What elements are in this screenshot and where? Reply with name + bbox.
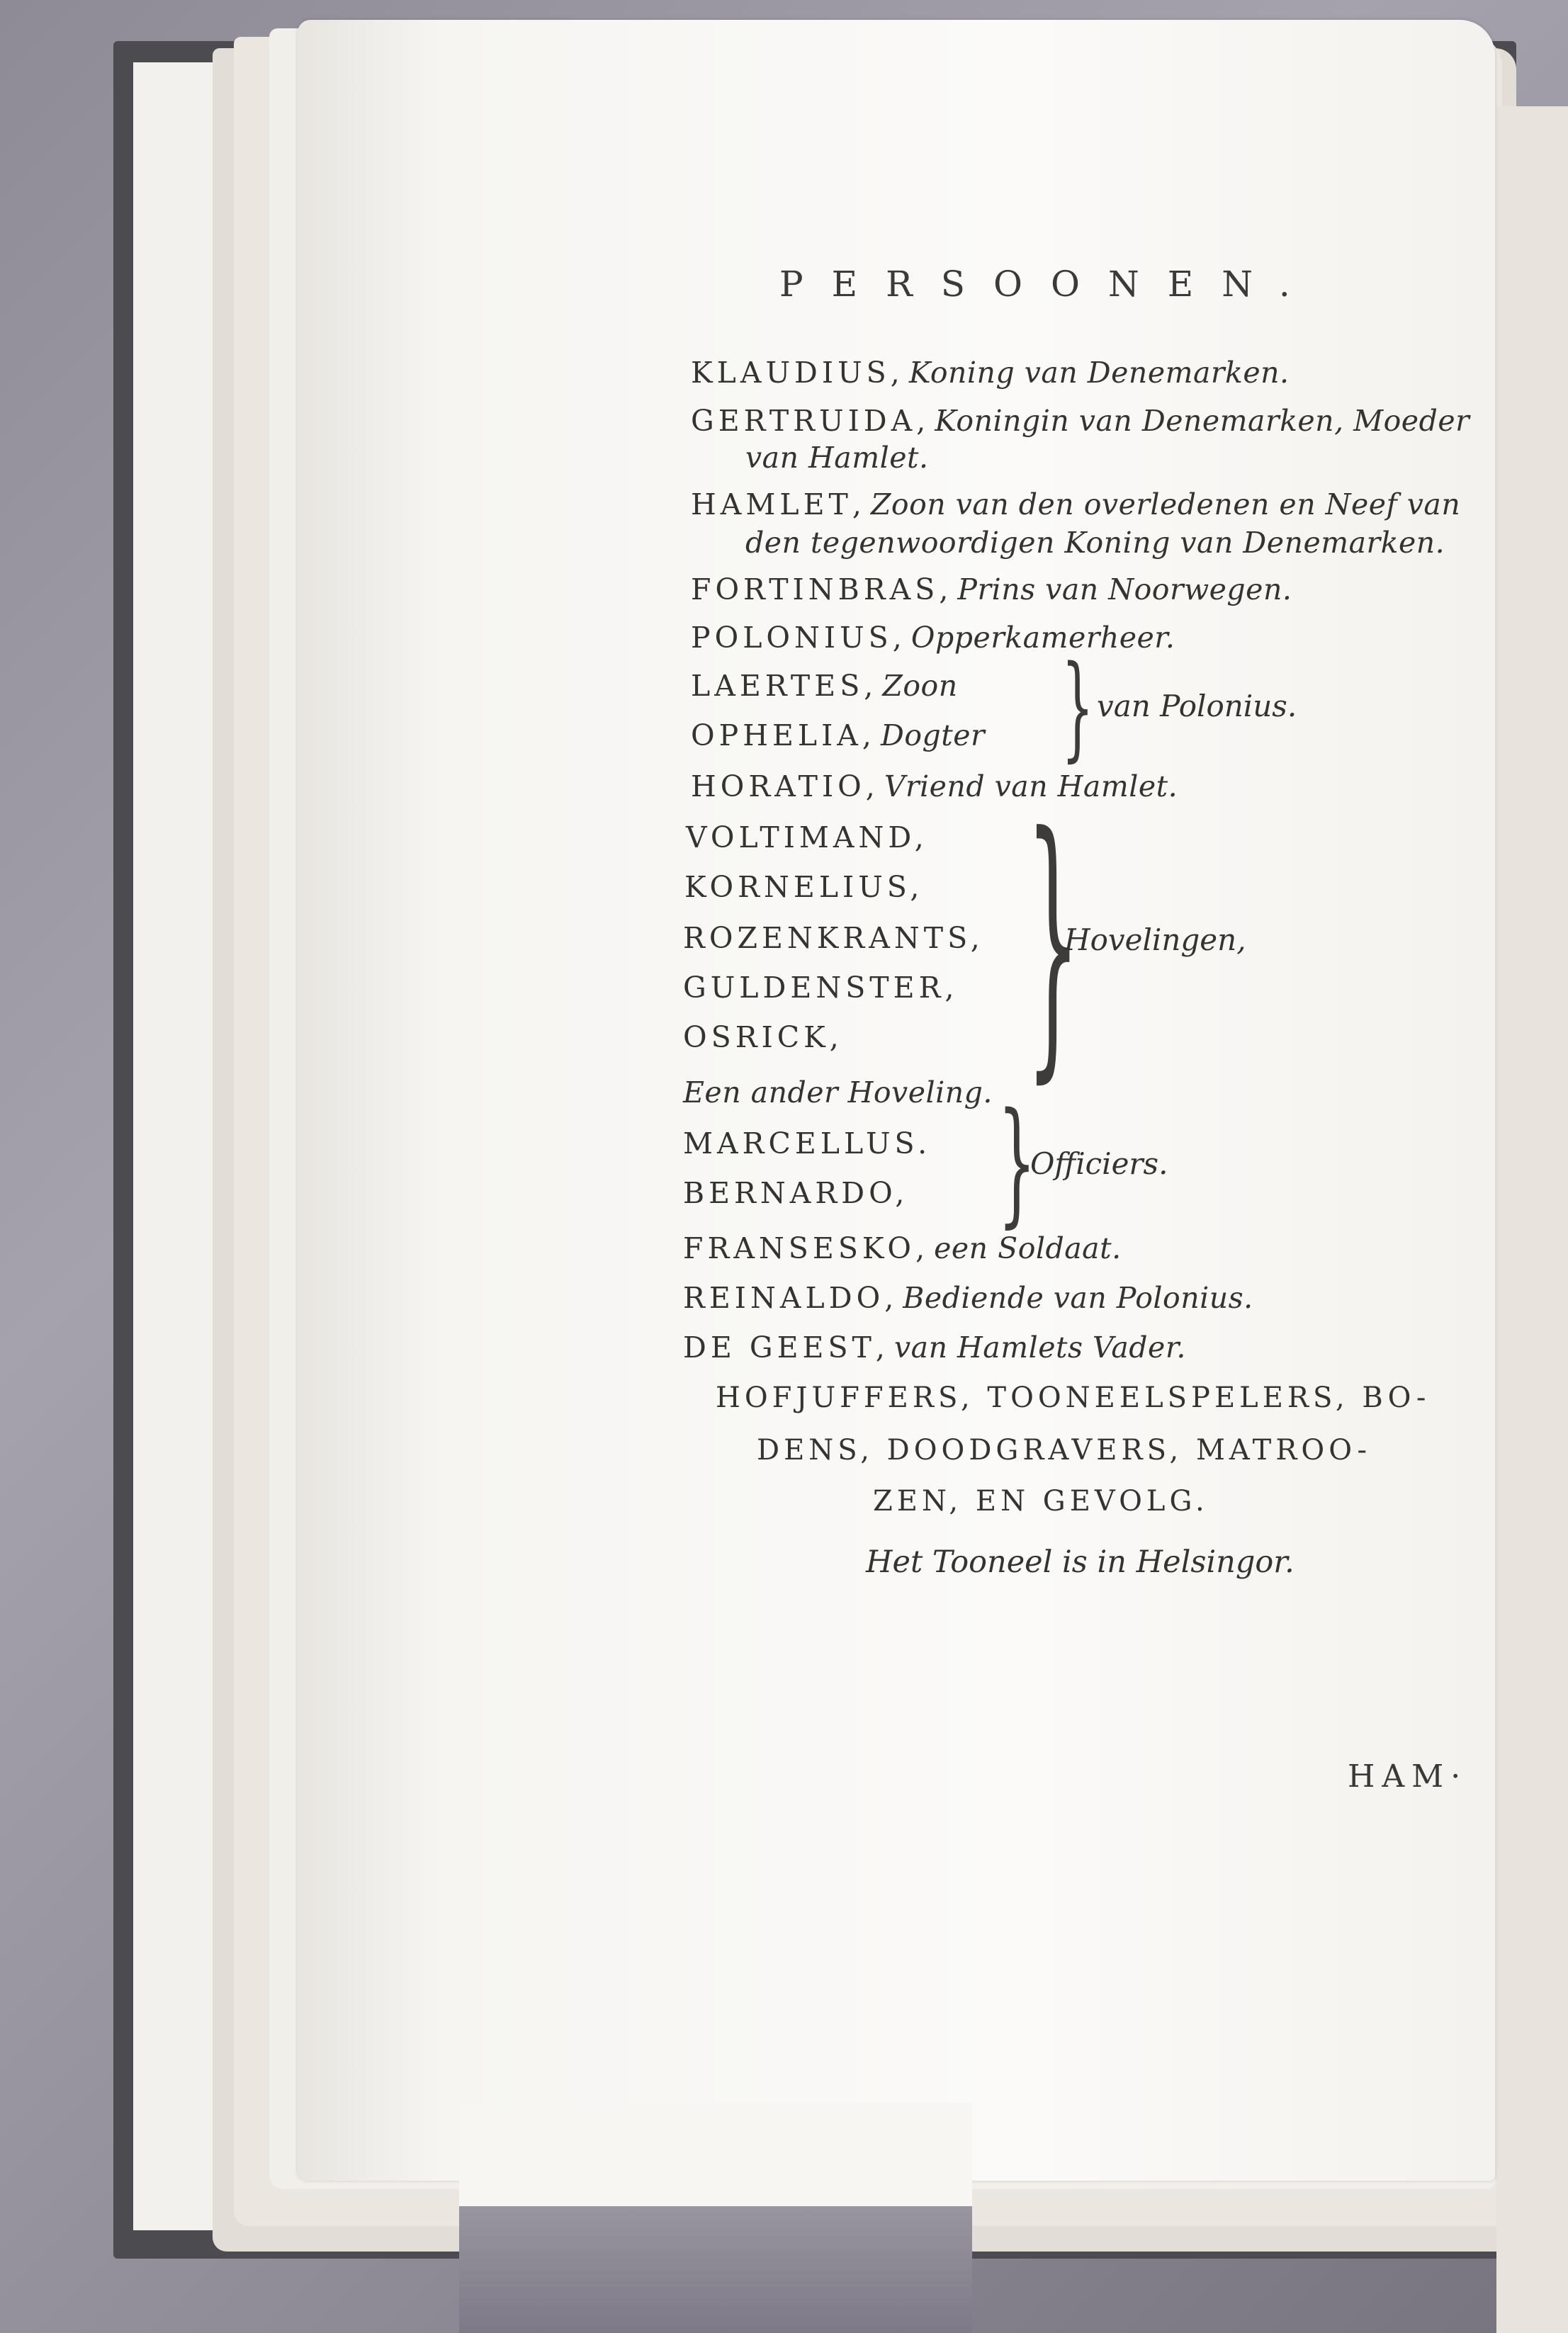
role-line-continuation [745,526,1445,560]
group-label-courtiers: Hovelingen, [1064,922,1246,957]
role-line-continuation [745,441,929,475]
extras-line: HOFJUFFERS, TOONEELSPELERS, BO- [716,1382,1431,1414]
role-line: DE GEEST, van Hamlets Vader. [683,1331,1186,1365]
role-name: KORNELIUS, [684,870,924,904]
role-description: Opperkamerheer. [910,621,1175,655]
role-description: Prins van Noorwegen. [957,572,1292,606]
role-description-continued: van Hamlet. [745,441,929,475]
right-brace: } [1026,777,1081,1107]
role-name: GERTRUIDA [691,404,917,438]
role-line [686,820,928,854]
role-name: POLONIUS [691,621,893,655]
role-line [683,1176,908,1210]
role-name: FORTINBRAS [691,572,940,606]
library-label [459,2103,972,2206]
role-name: GULDENSTER, [683,971,959,1005]
role-line: HORATIO, Vriend van Hamlet. [691,769,1178,803]
role-description: een Soldaat. [934,1231,1122,1265]
role-line: GERTRUIDA, Koningin van Denemarken, Moeder [691,404,1470,438]
role-line [683,1020,843,1054]
role-name: FRANSESKO [683,1231,916,1265]
role-description: Koning van Denemarken. [908,356,1290,390]
role-name: DE GEEST [683,1331,876,1365]
role-name: HAMLET [691,487,852,521]
role-name: LAERTES [691,669,864,703]
role-description: Zoon van den overledenen en Neef van [870,487,1461,521]
role-name: OPHELIA [691,718,862,752]
role-name: OSRICK, [683,1020,843,1054]
role-name: ROZENKRANTS, [683,921,984,955]
role-line: FORTINBRAS, Prins van Noorwegen. [691,572,1292,606]
role-line: REINALDO, Bediende van Polonius. [683,1281,1253,1315]
role-description: Een ander Hoveling. [683,1075,993,1109]
role-name: MARCELLUS. [683,1126,932,1160]
role-line [683,1126,931,1160]
role-line: HAMLET, Zoon van den overledenen en Neef van [691,487,1461,521]
catchword: HAM· [1348,1758,1468,1795]
group-label-polonius: van Polonius. [1097,689,1297,723]
page-heading: PERSOONEN. [779,264,1319,305]
role-name: VOLTIMAND, [686,820,928,854]
role-line [683,921,984,955]
role-name: KLAUDIUS [691,356,891,390]
role-name: REINALDO [683,1281,885,1315]
role-description: Dogter [881,718,986,752]
role-description: Bediende van Polonius. [903,1281,1253,1315]
role-line: OPHELIA, Dogter [691,718,986,752]
role-line [683,971,958,1005]
role-line: LAERTES, Zoon [691,669,958,703]
next-page-edge [1496,106,1568,2333]
role-line [683,1075,993,1109]
right-brace: } [998,1084,1037,1241]
role-line [684,870,923,904]
role-name: HORATIO [691,769,866,803]
group-label-officers: Officiers. [1030,1146,1168,1181]
role-description-continued: den tegenwoordigen Koning van Denemarken. [745,526,1445,560]
role-line: FRANSESKO, een Soldaat. [683,1231,1122,1265]
role-line: POLONIUS, Opperkamerheer. [691,621,1175,655]
role-description: Vriend van Hamlet. [884,769,1178,803]
role-name: BERNARDO, [683,1176,909,1210]
bookmark-ribbon [459,2206,972,2333]
role-description: Zoon [882,669,958,703]
role-description: van Hamlets Vader. [893,1331,1186,1365]
scene-location: Het Tooneel is in Helsingor. [866,1544,1295,1580]
role-line: KLAUDIUS, Koning van Denemarken. [691,356,1290,390]
extras-line: DENS, DOODGRAVERS, MATROO- [757,1434,1371,1467]
role-description: Koningin van Denemarken, Moeder [935,404,1470,438]
right-brace: } [1061,640,1094,773]
extras-line: ZEN, EN GEVOLG. [873,1485,1209,1518]
